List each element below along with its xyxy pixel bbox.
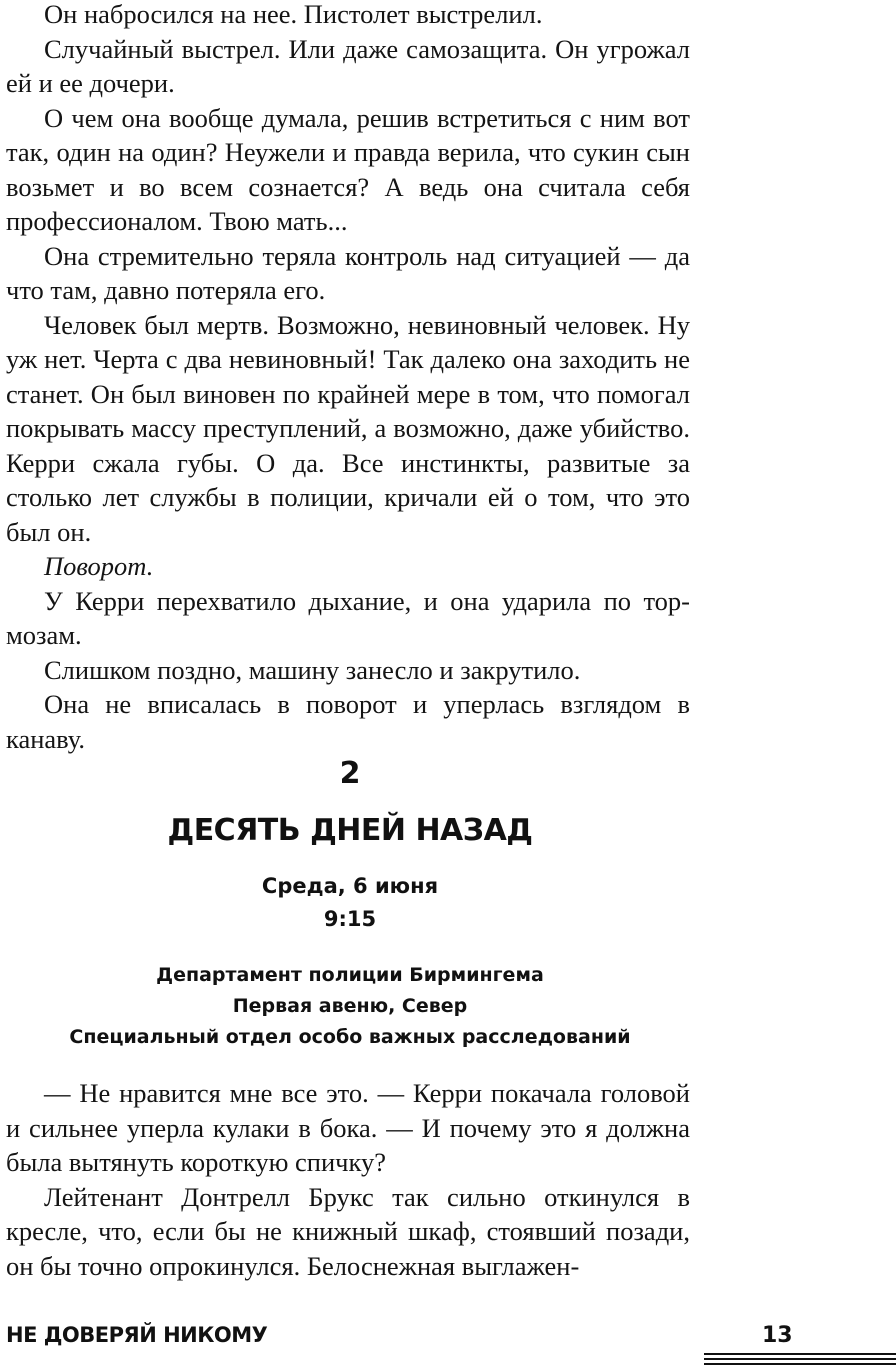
paragraph: У Керри перехватило дыхание, и она ударила по тормозам. <box>6 585 690 650</box>
paragraph: Он набросился на нее. Пистолет выстрелил. <box>44 0 543 29</box>
paragraph: Слишком поздно, машину занесло и закрутило. <box>44 654 581 685</box>
paragraph: — Не нравится мне все это. — Керри покачала головой и сильнее уперла кулаки в бока. — И почему это я должна была вытянуть короткую спичку? <box>6 1078 690 1177</box>
paragraph: Человек был мертв. Возможно, невиновный человек. Ну уж нет. Черта с два невиновный! Так далеко она заходить не станет. Он был виновен по крайней мере в том, что помогал покрывать массу преступлений, а возможно, даже убийство. Керри сжала губы. О да. Все инстинкты, развитые за столько лет службы в полиции, кричали ей о том, что это был он. <box>6 309 690 547</box>
body-text-bottom <box>6 1076 690 1283</box>
paragraph: Она не вписалась в поворот и уперлась взглядом в канаву. <box>6 689 690 754</box>
paragraph: Она стремительно теряла контроль над ситуацией — да что там, давно потеряла его. <box>6 240 690 305</box>
chapter-title: ДЕСЯТЬ ДНЕЙ НАЗАД <box>167 813 533 848</box>
location-line: Департамент полиции Бирмингема <box>156 964 544 986</box>
paragraph: Лейтенант Донтрелл Брукс так сильно откинулся в кресле, что, если бы не книжный шкаф, стоявший позади, он бы точно опрокинулся. Белоснежная выглажен- <box>6 1181 690 1281</box>
footer-rule <box>704 1358 896 1360</box>
chapter-number: 2 <box>339 756 361 791</box>
chapter-time: 9:15 <box>323 907 377 931</box>
location-line: Специальный отдел особо важных расследований <box>69 1026 631 1048</box>
chapter-dateline <box>0 870 700 936</box>
page-number: 13 <box>762 1323 793 1348</box>
running-footer-title: НЕ ДОВЕРЯЙ НИКОМУ <box>6 1323 268 1347</box>
paragraph: О чем она вообще думала, решив встретиться с ним вот так, один на один? Неужели и правда верила, что сукин сын возьмет и во всем сознается? А ведь она считала себя профессионалом. Твою мать... <box>6 102 690 236</box>
paragraph-italic: Поворот. <box>44 551 154 581</box>
footer-rule <box>704 1363 896 1365</box>
body-text-top <box>6 0 690 756</box>
chapter-location <box>0 960 700 1053</box>
chapter-date: Среда, 6 июня <box>261 874 439 898</box>
paragraph: Случайный выстрел. Или даже самозащита. Он угрожал ей и ее дочери. <box>6 33 690 98</box>
location-line: Первая авеню, Север <box>232 995 468 1017</box>
footer-rule <box>704 1353 896 1355</box>
